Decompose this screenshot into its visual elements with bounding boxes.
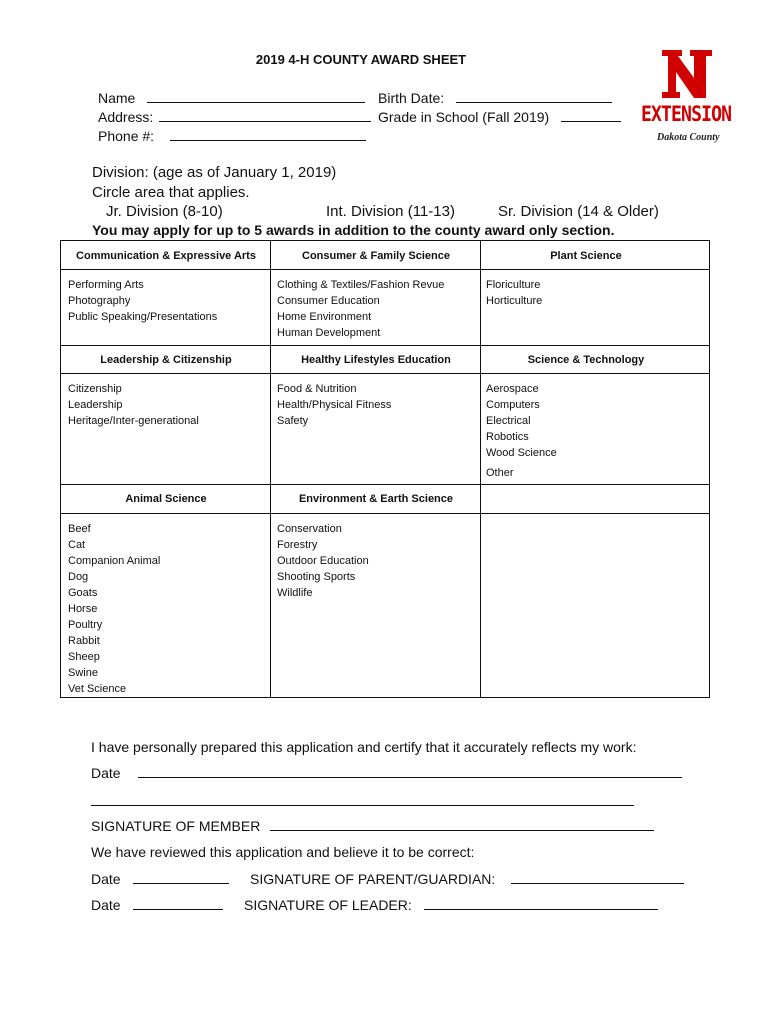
list-item[interactable]: Companion Animal — [68, 555, 161, 567]
leader-signature-input[interactable] — [424, 897, 658, 910]
list-item[interactable]: Beef — [68, 523, 91, 535]
member-date-input[interactable] — [138, 765, 682, 778]
list-item[interactable]: Cat — [68, 539, 86, 551]
list-item[interactable]: Floriculture — [486, 279, 541, 291]
list-item[interactable]: Public Speaking/Presentations — [68, 311, 218, 323]
member-date-label: Date — [91, 765, 121, 781]
list-item[interactable]: Shooting Sports — [277, 571, 356, 583]
member-date-row — [91, 765, 682, 781]
grade-label: Grade in School (Fall 2019) — [378, 109, 550, 125]
list-item[interactable]: Leadership — [68, 399, 123, 411]
area-header-science: Science & Technology — [527, 354, 645, 366]
parent-signature-row — [250, 871, 684, 887]
name-field-row — [98, 90, 365, 106]
area-list-plant — [486, 277, 542, 309]
parent-date-label: Date — [91, 871, 121, 887]
division-option-jr[interactable]: Jr. Division (8-10) — [106, 203, 223, 220]
area-header-animal: Animal Science — [125, 493, 207, 505]
list-item[interactable]: Rabbit — [68, 635, 100, 647]
list-item[interactable]: Vet Science — [68, 683, 127, 695]
list-item[interactable]: Wood Science — [486, 447, 557, 459]
list-item[interactable]: Aerospace — [486, 383, 539, 395]
address-field-row — [98, 109, 371, 125]
list-item[interactable]: Health/Physical Fitness — [277, 399, 392, 411]
leader-date-label: Date — [91, 897, 121, 913]
list-item[interactable]: Home Environment — [277, 311, 372, 323]
birth-date-label: Birth Date: — [378, 90, 445, 106]
list-item[interactable]: Citizenship — [68, 383, 122, 395]
area-list-environment — [277, 521, 369, 601]
awards-note: You may apply for up to 5 awards in addition to the county award only section. — [92, 222, 615, 238]
list-item[interactable]: Heritage/Inter-generational — [68, 415, 199, 427]
list-item[interactable]: Consumer Education — [277, 295, 380, 307]
address-input[interactable] — [159, 109, 371, 122]
page-title: 2019 4-H COUNTY AWARD SHEET — [255, 52, 467, 67]
parent-date-row — [91, 871, 229, 887]
parent-date-input[interactable] — [133, 871, 229, 884]
list-item[interactable]: Horse — [68, 603, 98, 615]
leader-signature-label: SIGNATURE OF LEADER: — [244, 897, 412, 913]
area-list-leadership — [68, 381, 199, 429]
row-divider — [61, 269, 709, 270]
grade-input[interactable] — [561, 109, 621, 122]
birth-date-field-row — [378, 90, 612, 106]
birth-date-input[interactable] — [456, 90, 612, 103]
list-item[interactable]: Horticulture — [486, 295, 543, 307]
leader-signature-row — [244, 897, 658, 913]
area-header-communication: Communication & Expressive Arts — [76, 250, 256, 262]
list-item[interactable]: Other — [486, 467, 514, 479]
phone-label: Phone #: — [98, 128, 155, 144]
column-divider — [270, 241, 271, 697]
row-divider — [61, 345, 709, 346]
list-item[interactable]: Safety — [277, 415, 309, 427]
list-item[interactable]: Conservation — [277, 523, 342, 535]
division-instruction: Circle area that applies. — [92, 184, 250, 201]
list-item[interactable]: Sheep — [68, 651, 100, 663]
member-signature-label: SIGNATURE OF MEMBER — [91, 818, 261, 834]
list-item[interactable]: Swine — [68, 667, 98, 679]
list-item[interactable]: Electrical — [486, 415, 531, 427]
division-option-int[interactable]: Int. Division (11-13) — [326, 203, 455, 220]
list-item[interactable]: Forestry — [277, 539, 318, 551]
list-item[interactable]: Robotics — [486, 431, 529, 443]
list-item[interactable]: Photography — [68, 295, 131, 307]
row-divider — [61, 373, 709, 374]
area-header-healthy: Healthy Lifestyles Education — [301, 354, 451, 366]
area-list-science — [486, 381, 557, 481]
list-item[interactable]: Wildlife — [277, 587, 313, 599]
column-divider — [480, 241, 481, 697]
list-item[interactable]: Goats — [68, 587, 98, 599]
list-item[interactable]: Performing Arts — [68, 279, 144, 291]
member-signature-input[interactable] — [270, 818, 654, 831]
list-item[interactable]: Dog — [68, 571, 89, 583]
list-item[interactable]: Clothing & Textiles/Fashion Revue — [277, 279, 445, 291]
blank-signature-line[interactable] — [91, 805, 634, 806]
name-label: Name — [98, 90, 136, 106]
list-item[interactable]: Computers — [486, 399, 540, 411]
nebraska-n-logo-icon — [660, 48, 714, 100]
grade-field-row — [378, 109, 621, 125]
area-header-environment: Environment & Earth Science — [298, 493, 454, 505]
name-input[interactable] — [147, 90, 365, 103]
list-item[interactable]: Food & Nutrition — [277, 383, 357, 395]
list-item[interactable]: Poultry — [68, 619, 103, 631]
member-signature-row — [91, 818, 654, 834]
row-divider — [61, 484, 709, 485]
review-statement: We have reviewed this application and believe it to be correct: — [91, 844, 475, 860]
division-heading: Division: (age as of January 1, 2019) — [92, 164, 337, 181]
division-option-sr[interactable]: Sr. Division (14 & Older) — [498, 203, 659, 220]
certification-statement: I have personally prepared this application and certify that it accurately reflects my work: — [91, 739, 637, 755]
area-list-consumer — [277, 277, 444, 341]
phone-field-row — [98, 128, 366, 144]
leader-date-row — [91, 897, 223, 913]
area-list-healthy — [277, 381, 391, 429]
phone-input[interactable] — [170, 128, 366, 141]
area-list-animal — [68, 521, 160, 697]
award-areas-table — [60, 240, 710, 698]
parent-signature-label: SIGNATURE OF PARENT/GUARDIAN: — [250, 871, 496, 887]
leader-date-input[interactable] — [133, 897, 223, 910]
parent-signature-input[interactable] — [511, 871, 684, 884]
address-label: Address: — [98, 109, 154, 125]
county-label: Dakota County — [657, 132, 720, 143]
extension-wordmark: EXTENSION — [641, 102, 732, 126]
area-header-consumer: Consumer & Family Science — [302, 250, 450, 262]
area-header-leadership: Leadership & Citizenship — [100, 354, 232, 366]
list-item[interactable]: Outdoor Education — [277, 555, 369, 567]
list-item[interactable]: Human Development — [277, 327, 381, 339]
area-list-communication — [68, 277, 217, 325]
area-header-plant: Plant Science — [550, 250, 622, 262]
row-divider — [61, 513, 709, 514]
